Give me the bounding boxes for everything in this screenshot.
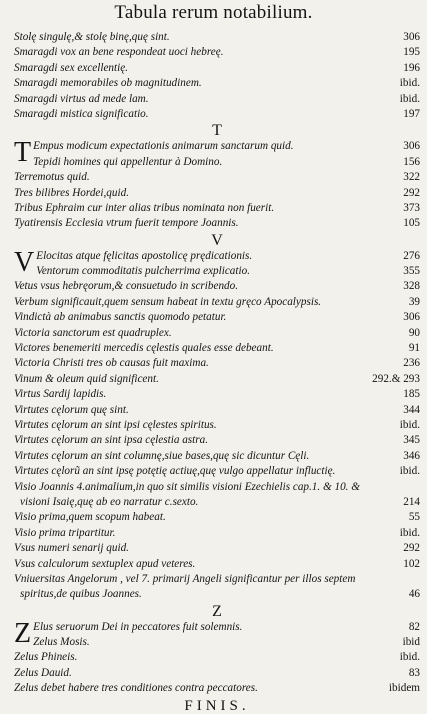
index-entries <box>14 30 420 714</box>
entry-page: 83 <box>408 666 420 679</box>
index-entry <box>14 387 420 402</box>
entry-page: ibid. <box>399 526 420 539</box>
index-entry <box>14 92 420 107</box>
entry-page: ibid. <box>399 465 420 478</box>
entry-page: 90 <box>408 326 420 339</box>
entry-page: 346 <box>403 449 420 462</box>
entry-text: Virtutes cęlorum an sint ipsa cęlestia astra. <box>14 434 209 447</box>
drop-cap-t: T <box>14 139 32 169</box>
index-entry <box>14 310 420 325</box>
index-entry <box>36 249 420 264</box>
entry-text: Terremotus quid. <box>14 171 90 184</box>
entry-page: 292 <box>403 542 420 555</box>
index-entry <box>14 587 420 602</box>
index-entry <box>14 650 420 665</box>
entry-page: 344 <box>403 403 420 416</box>
index-entry <box>14 372 420 387</box>
entry-text: Virtutes cęlorum an sint ipsi cęlestes spiritus. <box>14 418 217 431</box>
entry-text: Victoria sanctorum est quadruplex. <box>14 326 172 339</box>
index-entry <box>33 635 420 650</box>
entry-text: Smaragdi sex excellentię. <box>14 61 129 74</box>
entry-page: 46 <box>408 588 420 601</box>
entry-page: 345 <box>403 434 420 447</box>
entry-page: 105 <box>403 217 420 230</box>
entry-text: Virtutes cęlorum an sint columnę,siue bases,quę sic dicuntur Cęli. <box>14 449 310 462</box>
entry-page: 306 <box>403 311 420 324</box>
page-header: Tabula rerum notabilium. <box>114 2 313 23</box>
entry-text: visioni Isaię,quę ab eo narratur c.sexto. <box>20 495 199 508</box>
index-entry <box>14 449 420 464</box>
index-entry <box>14 170 420 185</box>
index-entry <box>14 341 420 356</box>
index-entry <box>14 216 420 231</box>
entry-text: Smaragdi virtus ad mede lam. <box>14 92 149 105</box>
index-entry <box>14 433 420 448</box>
entry-text: Smaragdi memorabiles ob magnitudinem. <box>14 77 202 90</box>
entry-text: Verbum significauit,quem sensum habeat in textu gręco Apocalypsis. <box>14 295 322 308</box>
entry-text: Visio prima tripartitur. <box>14 526 116 539</box>
z-group <box>14 620 420 651</box>
entry-text: Zelus Phineis. <box>14 651 78 664</box>
drop-cap-z: Z <box>14 619 32 649</box>
entry-text: spiritus,de quibus Joannes. <box>20 588 142 601</box>
entry-page: 276 <box>403 249 420 262</box>
index-entry <box>14 480 420 495</box>
index-entry <box>33 139 420 154</box>
entry-text: Victores benemeriti mercedis cęlestis quales esse debeant. <box>14 342 274 355</box>
entry-page: 102 <box>403 557 420 570</box>
entry-text: Smaragdi mistica significatio. <box>14 107 149 120</box>
index-entry <box>36 264 420 279</box>
entry-page: 322 <box>403 171 420 184</box>
entry-text: Virtus Sardij lapidis. <box>14 388 107 401</box>
index-entry <box>14 495 420 510</box>
index-entry <box>14 186 420 201</box>
section-letter-v: V <box>211 231 223 249</box>
entry-page: 91 <box>408 342 420 355</box>
entry-page: 328 <box>403 280 420 293</box>
entry-page: 82 <box>408 620 420 633</box>
entry-text: Vindictà ab animabus sanctis quomodo petatur. <box>14 311 227 324</box>
entry-text: Ventorum commoditatis pulcherrima explicatio. <box>36 265 251 278</box>
entry-page: 236 <box>403 357 420 370</box>
entry-text: Virtutes cęlorum quę sint. <box>14 403 129 416</box>
index-entry <box>14 279 420 294</box>
entry-text: Tyatirensis Ecclesia vtrum fuerit tempore Joannis. <box>14 217 239 230</box>
index-entry <box>14 295 420 310</box>
entry-page: 195 <box>403 46 420 59</box>
entry-text: Visio Joannis 4.animalium,in quo sit similis visioni Ezechielis cap.1. & 10. & <box>14 480 360 493</box>
entry-text: Visio prima,quem scopum habeat. <box>14 511 166 524</box>
entry-text: Smaragdi vox an bene respondeat uoci hebreę. <box>14 46 224 59</box>
finis-label: FINIS. <box>184 697 250 714</box>
entry-page: ibidem <box>388 682 420 695</box>
entry-text: Zelus Dauid. <box>14 666 72 679</box>
index-entry <box>14 510 420 525</box>
section-letter-z: Z <box>212 602 222 620</box>
index-entry <box>14 76 420 91</box>
entry-text: Vinum & oleum quid significent. <box>14 372 159 385</box>
index-entry <box>14 418 420 433</box>
entry-page: 156 <box>403 155 420 168</box>
index-entry <box>14 356 420 371</box>
index-entry <box>14 326 420 341</box>
index-entry <box>33 620 420 635</box>
entry-text: Tribus Ephraim cur inter alias tribus nominata non fuerit. <box>14 201 275 214</box>
index-entry <box>14 45 420 60</box>
entry-text: Stolę singulę,& stolę binę,quę sint. <box>14 31 170 43</box>
index-entry <box>14 403 420 418</box>
entry-text: Tres bilibres Hordei,quid. <box>14 186 129 199</box>
entry-text: Vetus vsus hebręorum,& consuetudo in scribendo. <box>14 280 239 293</box>
index-entry <box>14 541 420 556</box>
entry-page: 196 <box>403 61 420 74</box>
entry-page: ibid. <box>399 651 420 664</box>
entry-page: ibid <box>402 636 420 649</box>
entry-text: Zelus Mosis. <box>33 636 90 649</box>
entry-text: Vsus calculorum sextuplex apud veteres. <box>14 557 196 570</box>
entry-page: 355 <box>403 265 420 278</box>
entry-page: 214 <box>403 495 420 508</box>
entry-page: 55 <box>408 511 420 524</box>
v-group <box>14 249 420 280</box>
entry-page: 185 <box>403 388 420 401</box>
entry-text: Elus seruorum Dei in peccatores fuit solemnis. <box>33 620 243 633</box>
entry-page: 292.& 293 <box>372 372 420 385</box>
entry-page: 306 <box>403 31 420 43</box>
index-entry <box>14 201 420 216</box>
entry-page: 39 <box>408 295 420 308</box>
entry-page: 197 <box>403 107 420 120</box>
entry-page: 306 <box>403 140 420 153</box>
entry-page: ibid. <box>399 92 420 105</box>
index-entry <box>14 464 420 479</box>
drop-cap-v: V <box>14 248 35 278</box>
entry-text: Vniuersitas Angelorum , vel 7. primarij Angeli significantur per illos septem <box>14 572 356 585</box>
index-entry <box>14 61 420 76</box>
entry-text: Vsus numeri senarij quid. <box>14 542 129 555</box>
entry-page: ibid. <box>399 77 420 90</box>
entry-text: Virtutes cęlorũ an sint ipsę potętię actiuę,quę vulgo appellatur influctię. <box>14 465 336 478</box>
entry-text: Victoria Christi tres ob causas fuit maxima. <box>14 357 209 370</box>
index-entry <box>14 557 420 572</box>
index-entry <box>14 681 420 696</box>
entry-text: Elocitas atque fęlicitas apostolicę prędicationis. <box>36 249 253 262</box>
entry-text: Zelus debet habere tres conditiones contra peccatores. <box>14 682 258 695</box>
section-letter-t: T <box>212 122 222 140</box>
entry-page: 292 <box>403 186 420 199</box>
index-entry <box>14 526 420 541</box>
entry-page: 373 <box>403 201 420 214</box>
index-entry <box>33 155 420 170</box>
entry-text: Empus modicum expectationis animarum sanctarum quid. <box>33 140 294 153</box>
entry-text: Tepidi homines qui appellentur à Domino. <box>33 155 223 168</box>
t-group <box>14 139 420 170</box>
entry-page: ibid. <box>399 418 420 431</box>
index-entry <box>14 30 420 45</box>
index-entry <box>14 572 420 587</box>
index-entry <box>14 107 420 122</box>
